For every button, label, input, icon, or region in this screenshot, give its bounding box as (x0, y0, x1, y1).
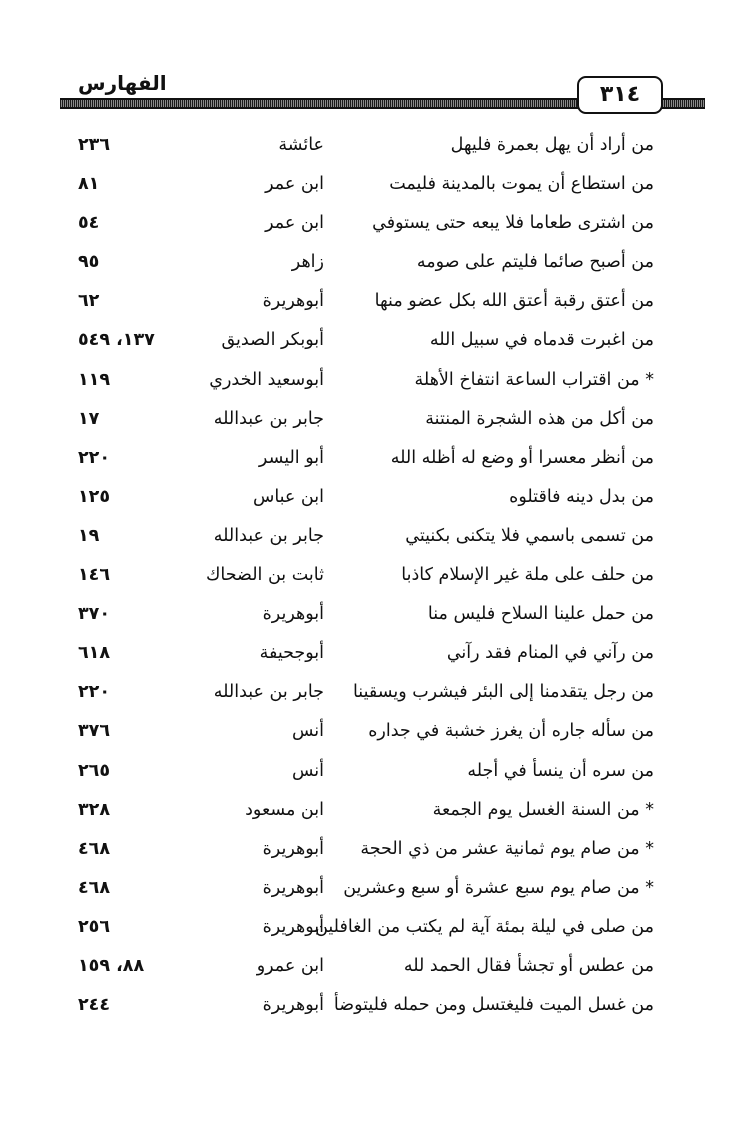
hadith-text: من حمل علينا السلاح فليس منا (427, 604, 654, 625)
hadith-text: من صلى في ليلة بمئة آية لم يكتب من الغافلين (315, 916, 654, 937)
index-entry (72, 126, 654, 165)
index-entry (72, 869, 654, 908)
hadith-text: من أصبح صائما فليتم على صومه (416, 252, 654, 273)
narrator-name: أبوهريرة (262, 838, 324, 859)
page-references: ٣٧٠ (78, 604, 111, 625)
narrator-name: ابن عمر (265, 174, 324, 195)
page-references: ٣٧٦ (78, 721, 111, 742)
page-references: ٦٢ (78, 291, 100, 312)
hadith-text: من أعتق رقبة أعتق الله بكل عضو منها (374, 291, 654, 312)
narrator-name: أبوهريرة (262, 877, 324, 898)
page-references: ٢٢٠ (78, 682, 111, 703)
page-references: ١٩ (78, 525, 100, 546)
page-header (60, 70, 705, 110)
hadith-text: من اغبرت قدماه في سبيل الله (429, 330, 654, 351)
page-references: ٢٢٠ (78, 447, 111, 468)
hadith-text: من غسل الميت فليغتسل ومن حمله فليتوضأ (333, 995, 654, 1016)
hadith-text: من اشترى طعاما فلا يبعه حتى يستوفي (372, 213, 654, 234)
narrator-name: جابر بن عبدالله (213, 682, 324, 703)
index-entry (72, 830, 654, 869)
hadith-index-list (72, 126, 654, 1025)
narrator-name: أبو اليسر (258, 447, 324, 468)
page-references: ٤٦٨ (78, 838, 111, 859)
narrator-name: جابر بن عبدالله (213, 408, 324, 429)
hadith-text: * من السنة الغسل يوم الجمعة (432, 799, 654, 820)
hadith-text: من أكل من هذه الشجرة المنتنة (425, 408, 654, 429)
narrator-name: ابن عمر (265, 213, 324, 234)
page-references: ٦١٨ (78, 643, 111, 664)
index-entry (72, 712, 654, 751)
hadith-text: من حلف على ملة غير الإسلام كاذبا (401, 565, 654, 586)
index-entry (72, 321, 654, 360)
narrator-name: ابن عمرو (256, 955, 324, 976)
index-entry (72, 478, 654, 517)
index-entry (72, 282, 654, 321)
index-entry (72, 634, 654, 673)
narrator-name: عائشة (278, 135, 324, 155)
hadith-text: من أراد أن يهل بعمرة فليهل (450, 135, 654, 155)
index-entry (72, 986, 654, 1025)
narrator-name: زاهر (291, 252, 324, 273)
index-entry (72, 673, 654, 712)
page-references: ٢٤٤ (78, 995, 111, 1016)
page-references: ١٣٧، ٥٤٩ (78, 330, 155, 351)
narrator-name: ابن عباس (252, 486, 324, 507)
hadith-text: من سأله جاره أن يغرز خشبة في جداره (368, 721, 654, 742)
narrator-name: أنس (291, 721, 324, 742)
index-entry (72, 439, 654, 478)
page-number: ٣١٤ (577, 76, 663, 114)
page-references: ٢٥٦ (78, 916, 111, 937)
page-references: ٥٤ (78, 213, 100, 234)
hadith-text: من أنظر معسرا أو وضع له أظله الله (390, 447, 654, 468)
index-entry (72, 556, 654, 595)
narrator-name: جابر بن عبدالله (213, 525, 324, 546)
hadith-text: من عطس أو تجشأ فقال الحمد لله (403, 955, 654, 976)
index-entry (72, 400, 654, 439)
hadith-text: من رجل يتقدمنا إلى البئر فيشرب ويسقينا (352, 682, 654, 703)
index-entry (72, 908, 654, 947)
narrator-name: أبوهريرة (262, 995, 324, 1016)
index-entry (72, 791, 654, 830)
hadith-text: من بدل دينه فاقتلوه (509, 486, 654, 507)
index-entry (72, 243, 654, 282)
narrator-name: أبوهريرة (262, 916, 324, 937)
hadith-text: من تسمى باسمي فلا يتكنى بكنيتي (405, 525, 654, 546)
narrator-name: أبوجحيفة (259, 643, 324, 664)
hadith-text: * من صام يوم سبع عشرة أو سبع وعشرين (343, 877, 654, 898)
narrator-name: أبوهريرة (262, 291, 324, 312)
index-entry (72, 595, 654, 634)
page-references: ١٧ (78, 408, 100, 429)
hadith-text: * من اقتراب الساعة انتفاخ الأهلة (414, 369, 654, 390)
hadith-text: من استطاع أن يموت بالمدينة فليمت (389, 174, 654, 195)
page-references: ١١٩ (78, 369, 111, 390)
page-references: ١٢٥ (78, 486, 111, 507)
narrator-name: أبوهريرة (262, 604, 324, 625)
narrator-name: أنس (291, 760, 324, 781)
hadith-text: من سره أن ينسأ في أجله (467, 760, 654, 781)
hadith-text: * من صام يوم ثمانية عشر من ذي الحجة (360, 838, 654, 859)
narrator-name: أبوسعيد الخدري (209, 369, 324, 390)
page-references: ٨١ (78, 174, 100, 195)
page-references: ٤٦٨ (78, 877, 111, 898)
page-references: ١٤٦ (78, 565, 111, 586)
page-references: ٢٦٥ (78, 760, 111, 781)
index-entry (72, 204, 654, 243)
narrator-name: ثابت بن الضحاك (206, 565, 324, 586)
page-references: ٩٥ (78, 252, 100, 273)
section-title: الفهارس (72, 70, 173, 96)
index-entry (72, 165, 654, 204)
index-entry (72, 361, 654, 400)
index-entry (72, 517, 654, 556)
hadith-text: من رآني في المنام فقد رآني (446, 643, 654, 664)
narrator-name: أبوبكر الصديق (221, 330, 324, 351)
page-references: ٢٣٦ (78, 135, 111, 155)
narrator-name: ابن مسعود (245, 799, 324, 820)
page-references: ٨٨، ١٥٩ (78, 955, 145, 976)
page-references: ٣٢٨ (78, 799, 111, 820)
index-entry (72, 947, 654, 986)
index-entry (72, 752, 654, 791)
